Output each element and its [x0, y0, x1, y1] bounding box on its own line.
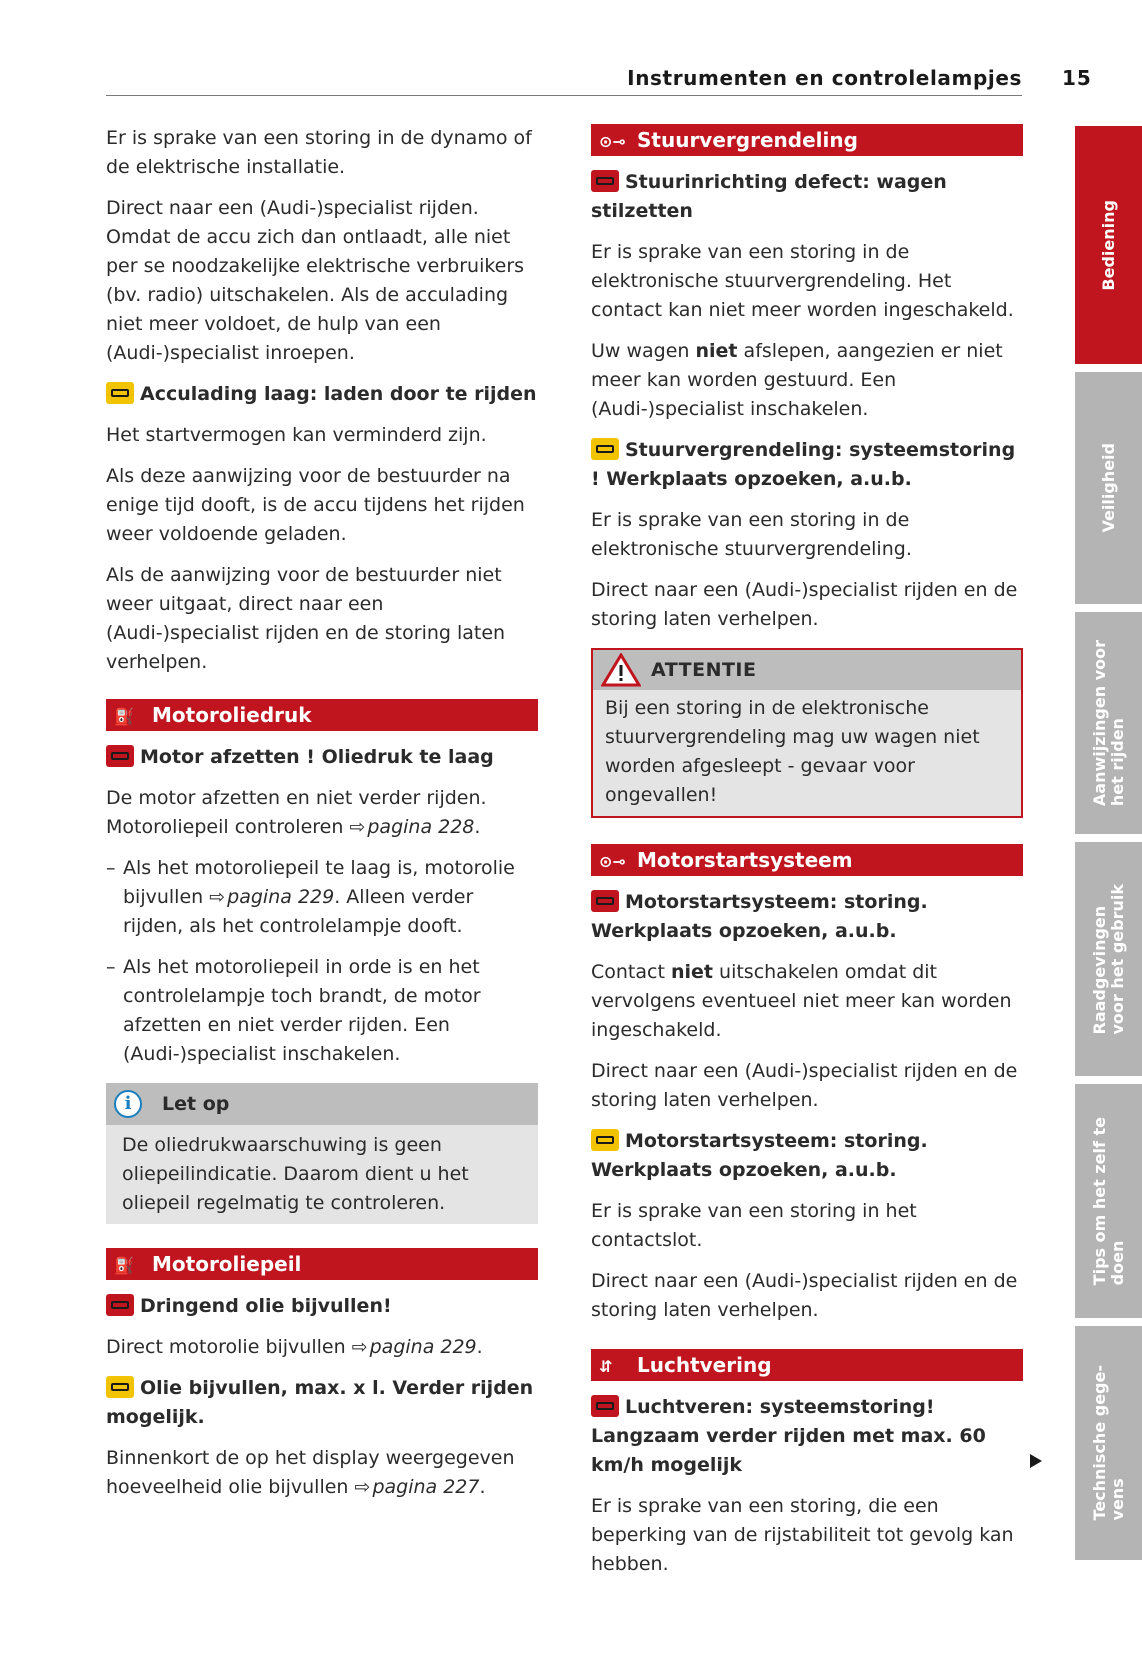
steering-lock-icon: ⊙⊸	[599, 132, 626, 151]
acculading-heading-text: Acculading laag: laden door te rijden	[140, 383, 537, 405]
paragraph: Direct naar een (Audi-)specialist rijden en de storing laten verhelpen.	[591, 1270, 1018, 1321]
section-bar-motorstartsysteem	[591, 844, 1023, 876]
section-title: Motorstartsysteem	[637, 848, 853, 872]
paragraph: Er is sprake van een storing in de elektronische stuurvergrendeling. Het contact kan niet meer worden ingeschakeld.	[591, 241, 1014, 321]
right-column	[591, 124, 1023, 1591]
section-bar-motoroliedruk	[106, 699, 538, 731]
warning-title: ATTENTIE	[651, 659, 757, 681]
note-title: Let op	[162, 1093, 230, 1115]
page-reference-link[interactable]: pagina 229	[227, 886, 335, 908]
tab-bediening[interactable]	[1075, 126, 1142, 364]
paragraph: Er is sprake van een storing in de dynamo of de elektrische installatie.	[106, 127, 532, 178]
motorstart-heading-2	[591, 1127, 1023, 1185]
stuurinrichting-heading-text: Stuurinrichting defect: wagen stilzetten	[591, 171, 947, 222]
oil-level-icon	[106, 1294, 134, 1316]
engine-start-key-icon	[591, 890, 619, 912]
acculading-heading	[106, 380, 538, 409]
stuurvergrendeling-heading	[591, 436, 1023, 494]
oil-can-icon: ⛽	[114, 707, 134, 726]
motorstart-heading-text: Motorstartsysteem: storing. Werkplaats opzoeken, a.u.b.	[591, 891, 928, 942]
paragraph: Er is sprake van een storing, die een beperking van de rijstabiliteit tot gevolg kan hebben.	[591, 1495, 1014, 1575]
stuurvergrendeling-heading-text: Stuurvergrendeling: systeemstoring ! Werkplaats opzoeken, a.u.b.	[591, 439, 1016, 490]
note-box	[106, 1083, 538, 1224]
luchtveren-heading-text: Luchtveren: systeemstoring! Langzaam verder rijden met max. 60 km/h mogelijk	[591, 1396, 986, 1476]
paragraph: Direct naar een (Audi-)specialist rijden en de storing laten verhelpen.	[591, 1060, 1018, 1111]
olie-bijvullen-heading-text: Olie bijvullen, max. x l. Verder rijden mogelijk.	[106, 1377, 534, 1428]
steering-lock-icon	[591, 438, 619, 460]
paragraph: Direct naar een (Audi-)specialist rijden en de storing laten verhelpen.	[591, 579, 1018, 630]
tab-raadgevingen-gebruik[interactable]	[1075, 842, 1142, 1076]
motoroliedruk-heading-text: Motor afzetten ! Oliedruk te laag	[140, 746, 494, 768]
stuurinrichting-heading	[591, 168, 1023, 226]
paragraph: Direct motorolie bijvullen ⇨ pagina 229.	[106, 1336, 483, 1358]
battery-icon	[106, 382, 134, 404]
air-suspension-icon: ⇵	[599, 1357, 613, 1376]
section-bar-motoroliepeil	[106, 1248, 538, 1280]
paragraph: De motor afzetten en niet verder rijden. Motoroliepeil controleren ⇨ pagina 228.	[106, 787, 487, 838]
page-reference-link[interactable]: pagina 229	[369, 1336, 477, 1358]
left-column	[106, 124, 538, 1514]
page-reference-link[interactable]: pagina 228	[367, 816, 475, 838]
tab-label: Raadgevingen voor het gebruik	[1089, 883, 1127, 1035]
paragraph: Contact niet uitschakelen omdat dit vervolgens eventueel niet meer kan worden ingeschakeld.	[591, 961, 1012, 1041]
motoroliepeil-heading	[106, 1292, 538, 1321]
tab-label: Aanwijzingen voor het rijden	[1089, 639, 1127, 807]
oil-level-icon	[106, 1376, 134, 1398]
air-suspension-icon	[591, 1395, 619, 1417]
section-bar-luchtvering	[591, 1349, 1023, 1381]
warning-box	[591, 648, 1023, 818]
oil-can-icon	[106, 745, 134, 767]
luchtveren-heading	[591, 1393, 1023, 1480]
section-title: Luchtvering	[637, 1353, 772, 1377]
warning-header	[593, 650, 1021, 690]
tab-technische-gegevens[interactable]	[1075, 1326, 1142, 1560]
page-number: 15	[1062, 66, 1092, 90]
paragraph: Het startvermogen kan verminderd zijn.	[106, 424, 487, 446]
engine-start-key-icon: ⊙⊸	[599, 852, 626, 871]
page-reference-link[interactable]: pagina 227	[372, 1476, 480, 1498]
olie-bijvullen-heading	[106, 1374, 538, 1432]
engine-start-key-icon	[591, 1129, 619, 1151]
oil-level-icon: ⛽	[114, 1256, 134, 1275]
section-title: Motoroliepeil	[152, 1252, 302, 1276]
running-header-title: Instrumenten en controlelampjes	[627, 66, 1022, 90]
paragraph: Uw wagen niet afslepen, aangezien er niet meer kan worden gestuurd. Een (Audi-)specialist inschakelen.	[591, 340, 1003, 420]
motoroliepeil-heading-text: Dringend olie bijvullen!	[140, 1295, 392, 1317]
header-divider	[106, 95, 1022, 96]
paragraph: Als de aanwijzing voor de bestuurder niet weer uitgaat, direct naar een (Audi-)specialist rijden en de storing laten verhelpen.	[106, 564, 506, 673]
note-header	[106, 1083, 538, 1125]
continue-arrow-icon	[1030, 1454, 1042, 1468]
warning-triangle-icon	[601, 653, 641, 687]
paragraph: Als deze aanwijzing voor de bestuurder na enige tijd dooft, is de accu tijdens het rijden weer voldoende geladen.	[106, 465, 525, 545]
tab-label: Technische gege- vens	[1089, 1365, 1127, 1521]
note-body: De oliedrukwaarschuwing is geen oliepeilindicatie. Daarom dient u het oliepeil regelmatig te controleren.	[122, 1134, 469, 1214]
tab-veiligheid[interactable]	[1075, 372, 1142, 604]
tab-label: Bediening	[1098, 199, 1118, 291]
tab-aanwijzingen-rijden[interactable]	[1075, 612, 1142, 834]
paragraph: Er is sprake van een storing in de elektronische stuurvergrendeling.	[591, 509, 912, 560]
paragraph: Direct naar een (Audi-)specialist rijden. Omdat de accu zich dan ontlaadt, alle niet per se noodzakelijke elektrische verbruikers (bv. radio) uitschakelen. Als de acculading niet meer voldoet, de hulp van een (Audi-)specialist inroepen.	[106, 197, 525, 364]
paragraph: Binnenkort de op het display weergegeven hoeveelheid olie bijvullen ⇨ pagina 227.	[106, 1447, 515, 1498]
section-title: Stuurvergrendeling	[637, 128, 858, 152]
info-icon: i	[114, 1090, 142, 1118]
tab-label: Tips om het zelf te doen	[1089, 1116, 1127, 1286]
section-bar-stuurvergrendeling	[591, 124, 1023, 156]
motoroliedruk-heading	[106, 743, 538, 772]
warning-body: Bij een storing in de elektronische stuurvergrendeling mag uw wagen niet worden afgesleept - gevaar voor ongevallen!	[605, 697, 980, 806]
tab-label: Veiligheid	[1098, 443, 1118, 533]
motorstart-heading-1	[591, 888, 1023, 946]
tab-tips-zelf-doen[interactable]	[1075, 1084, 1142, 1318]
paragraph: Er is sprake van een storing in het contactslot.	[591, 1200, 917, 1251]
motorstart-heading-text: Motorstartsysteem: storing. Werkplaats opzoeken, a.u.b.	[591, 1130, 928, 1181]
list-item: – Als het motoroliepeil te laag is, motorolie bijvullen ⇨ pagina 229. Alleen verder rijden, als het controlelampje dooft.	[106, 854, 538, 941]
steering-lock-icon	[591, 170, 619, 192]
section-title: Motoroliedruk	[152, 703, 312, 727]
list-item: – Als het motoroliepeil in orde is en het controlelampje toch brandt, de motor afzetten en niet verder rijden. Een (Audi-)specialist inschakelen.	[106, 953, 538, 1069]
